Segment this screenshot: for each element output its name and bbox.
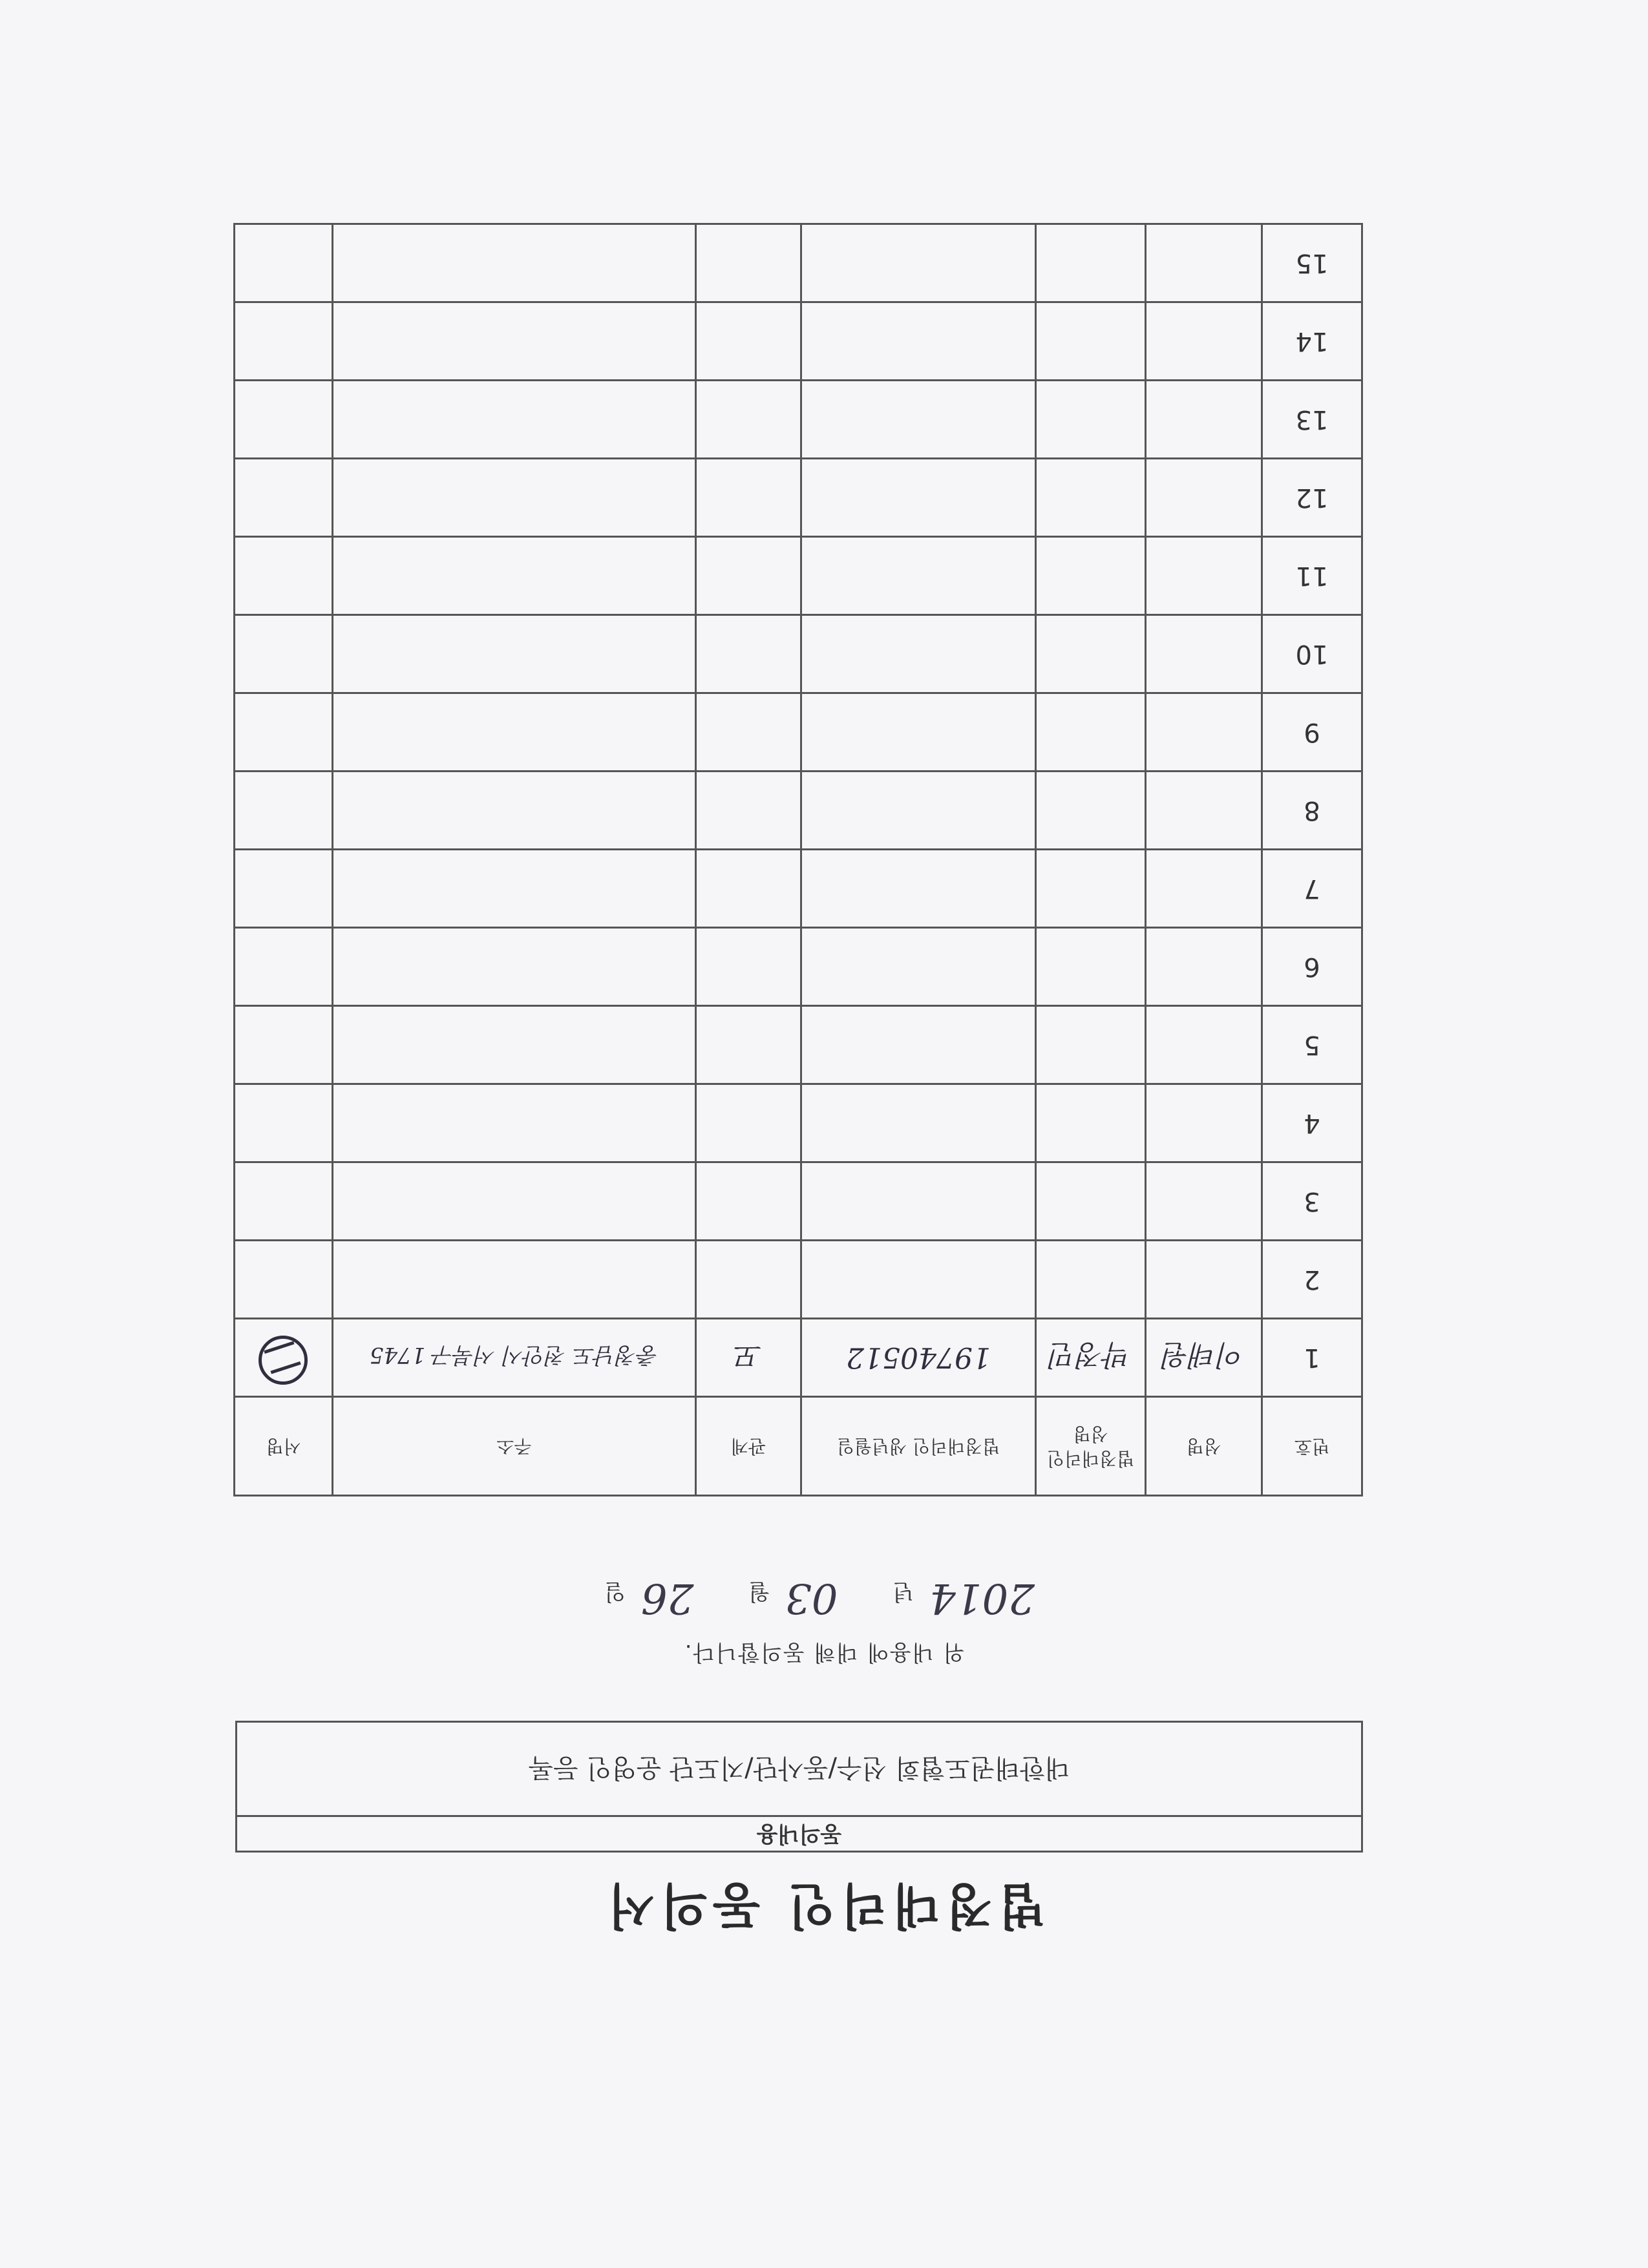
header-name: 성명 — [1146, 1397, 1262, 1496]
row-guardian-name — [1036, 615, 1146, 693]
row-address — [333, 615, 696, 693]
row-relation — [696, 693, 801, 772]
agreement-statement: 위 내용에 대해 동의합니다. — [683, 1639, 965, 1665]
row-relation — [696, 224, 801, 302]
row-address — [333, 224, 696, 302]
row-number: 5 — [1262, 1006, 1362, 1084]
row-name — [1146, 615, 1262, 693]
row-number: 11 — [1262, 537, 1362, 615]
row-relation — [696, 1006, 801, 1084]
row-relation — [696, 1241, 801, 1319]
row-guardian-birth — [801, 1241, 1036, 1319]
consent-text: 대한태권도협회 선수/동사단/지도단 운영인 등록 — [528, 1753, 1070, 1783]
row-relation — [696, 1084, 801, 1162]
row-guardian-name — [1036, 928, 1146, 1006]
row-signature — [235, 1162, 333, 1241]
row-name — [1146, 850, 1262, 928]
table-row — [235, 1084, 1362, 1162]
row-guardian-name — [1036, 224, 1146, 302]
row-name — [1146, 693, 1262, 772]
row-signature — [235, 615, 333, 693]
date-month: 03 — [785, 1574, 838, 1622]
row-relation — [696, 615, 801, 693]
row-address — [333, 1319, 696, 1397]
row-guardian-birth-text: 19740512 — [846, 1341, 991, 1374]
date-month-unit: 월 — [748, 1579, 770, 1604]
row-guardian-name — [1036, 302, 1146, 381]
row-relation — [696, 537, 801, 615]
row-number: 12 — [1262, 459, 1362, 537]
row-guardian-birth — [801, 693, 1036, 772]
header-signature: 서명 — [235, 1397, 333, 1496]
table-row — [235, 302, 1362, 381]
row-name — [1146, 1084, 1262, 1162]
row-number: 13 — [1262, 381, 1362, 459]
row-guardian-name — [1036, 381, 1146, 459]
row-relation — [696, 928, 801, 1006]
row-name — [1146, 302, 1262, 381]
row-guardian-name — [1036, 1006, 1146, 1084]
row-signature — [235, 381, 333, 459]
table-row — [235, 1162, 1362, 1241]
row-guardian-name — [1036, 1241, 1146, 1319]
row-guardian-name-text: 박정민 — [1049, 1338, 1132, 1371]
row-relation — [696, 850, 801, 928]
row-signature — [235, 1241, 333, 1319]
date-day: 26 — [640, 1574, 694, 1622]
table-header-row — [235, 1397, 1362, 1496]
row-guardian-name — [1036, 1084, 1146, 1162]
row-guardian-name — [1036, 1319, 1146, 1397]
row-number: 4 — [1262, 1084, 1362, 1162]
row-guardian-birth — [801, 224, 1036, 302]
table-row — [235, 928, 1362, 1006]
row-address — [333, 537, 696, 615]
table-row — [235, 1006, 1362, 1084]
row-guardian-name — [1036, 1162, 1146, 1241]
consent-header: 동의내용 — [237, 1815, 1361, 1851]
row-number: 3 — [1262, 1162, 1362, 1241]
row-name — [1146, 1162, 1262, 1241]
row-guardian-birth — [801, 381, 1036, 459]
row-number: 14 — [1262, 302, 1362, 381]
table-row — [235, 381, 1362, 459]
row-address — [333, 1084, 696, 1162]
row-address-text: 충청남도 천안시 서북구 1745 — [369, 1342, 659, 1369]
row-signature — [235, 928, 333, 1006]
row-guardian-birth — [801, 302, 1036, 381]
row-number: 9 — [1262, 693, 1362, 772]
signature-mark — [259, 1336, 308, 1385]
row-address — [333, 1162, 696, 1241]
row-address — [333, 928, 696, 1006]
row-address — [333, 381, 696, 459]
date-day-unit: 일 — [604, 1579, 626, 1604]
row-address — [333, 772, 696, 850]
row-guardian-birth — [801, 1162, 1036, 1241]
row-signature — [235, 302, 333, 381]
row-address — [333, 302, 696, 381]
row-number: 10 — [1262, 615, 1362, 693]
guardian-table — [233, 223, 1363, 1496]
row-signature — [235, 850, 333, 928]
table-row — [235, 537, 1362, 615]
row-number: 8 — [1262, 772, 1362, 850]
row-relation — [696, 459, 801, 537]
row-name — [1146, 537, 1262, 615]
table-row — [235, 1241, 1362, 1319]
date-year: 2014 — [929, 1574, 1035, 1622]
row-guardian-birth — [801, 1084, 1036, 1162]
row-guardian-name — [1036, 772, 1146, 850]
row-relation — [696, 1319, 801, 1397]
row-guardian-birth — [801, 772, 1036, 850]
row-address — [333, 850, 696, 928]
row-signature — [235, 224, 333, 302]
row-relation-text: 모 — [734, 1338, 763, 1371]
row-name — [1146, 381, 1262, 459]
row-name-text: 이태원 — [1162, 1338, 1245, 1371]
row-address — [333, 459, 696, 537]
row-signature — [235, 459, 333, 537]
table-row — [235, 224, 1362, 302]
row-name — [1146, 459, 1262, 537]
row-name — [1146, 1006, 1262, 1084]
header-guardian-name: 법정대리인 성명 — [1036, 1397, 1146, 1496]
row-name — [1146, 1319, 1262, 1397]
table-row — [235, 459, 1362, 537]
row-signature — [235, 537, 333, 615]
table-row — [235, 850, 1362, 928]
row-guardian-birth — [801, 537, 1036, 615]
row-signature — [235, 1006, 333, 1084]
row-address — [333, 693, 696, 772]
row-guardian-name — [1036, 850, 1146, 928]
row-guardian-name — [1036, 537, 1146, 615]
row-guardian-birth — [801, 850, 1036, 928]
date-year-unit: 년 — [893, 1579, 914, 1604]
row-guardian-birth — [801, 459, 1036, 537]
row-number: 6 — [1262, 928, 1362, 1006]
row-address — [333, 1241, 696, 1319]
row-guardian-birth — [801, 1006, 1036, 1084]
table-row — [235, 1319, 1362, 1397]
table-row — [235, 693, 1362, 772]
row-name — [1146, 772, 1262, 850]
row-relation — [696, 772, 801, 850]
row-address — [333, 1006, 696, 1084]
row-number: 2 — [1262, 1241, 1362, 1319]
row-guardian-birth — [801, 615, 1036, 693]
header-guardian-birth: 법정대리인 생년월일 — [801, 1397, 1036, 1496]
row-name — [1146, 1241, 1262, 1319]
row-signature — [235, 693, 333, 772]
consent-content-box — [235, 1721, 1363, 1853]
header-number: 번호 — [1262, 1397, 1362, 1496]
header-address: 주소 — [333, 1397, 696, 1496]
header-relation: 관계 — [696, 1397, 801, 1496]
row-guardian-name — [1036, 693, 1146, 772]
row-guardian-name — [1036, 459, 1146, 537]
document-title: 법정대리인 동의서 — [602, 1877, 1046, 1935]
row-guardian-birth — [801, 928, 1036, 1006]
row-name — [1146, 224, 1262, 302]
row-name — [1146, 928, 1262, 1006]
date-line — [0, 1574, 1648, 1622]
row-relation — [696, 302, 801, 381]
table-row — [235, 615, 1362, 693]
row-guardian-birth — [801, 1319, 1036, 1397]
table-row — [235, 772, 1362, 850]
row-signature — [235, 1319, 333, 1397]
row-signature — [235, 772, 333, 850]
row-number: 15 — [1262, 224, 1362, 302]
row-number: 1 — [1262, 1319, 1362, 1397]
row-number: 7 — [1262, 850, 1362, 928]
row-relation — [696, 1162, 801, 1241]
row-signature — [235, 1084, 333, 1162]
row-relation — [696, 381, 801, 459]
